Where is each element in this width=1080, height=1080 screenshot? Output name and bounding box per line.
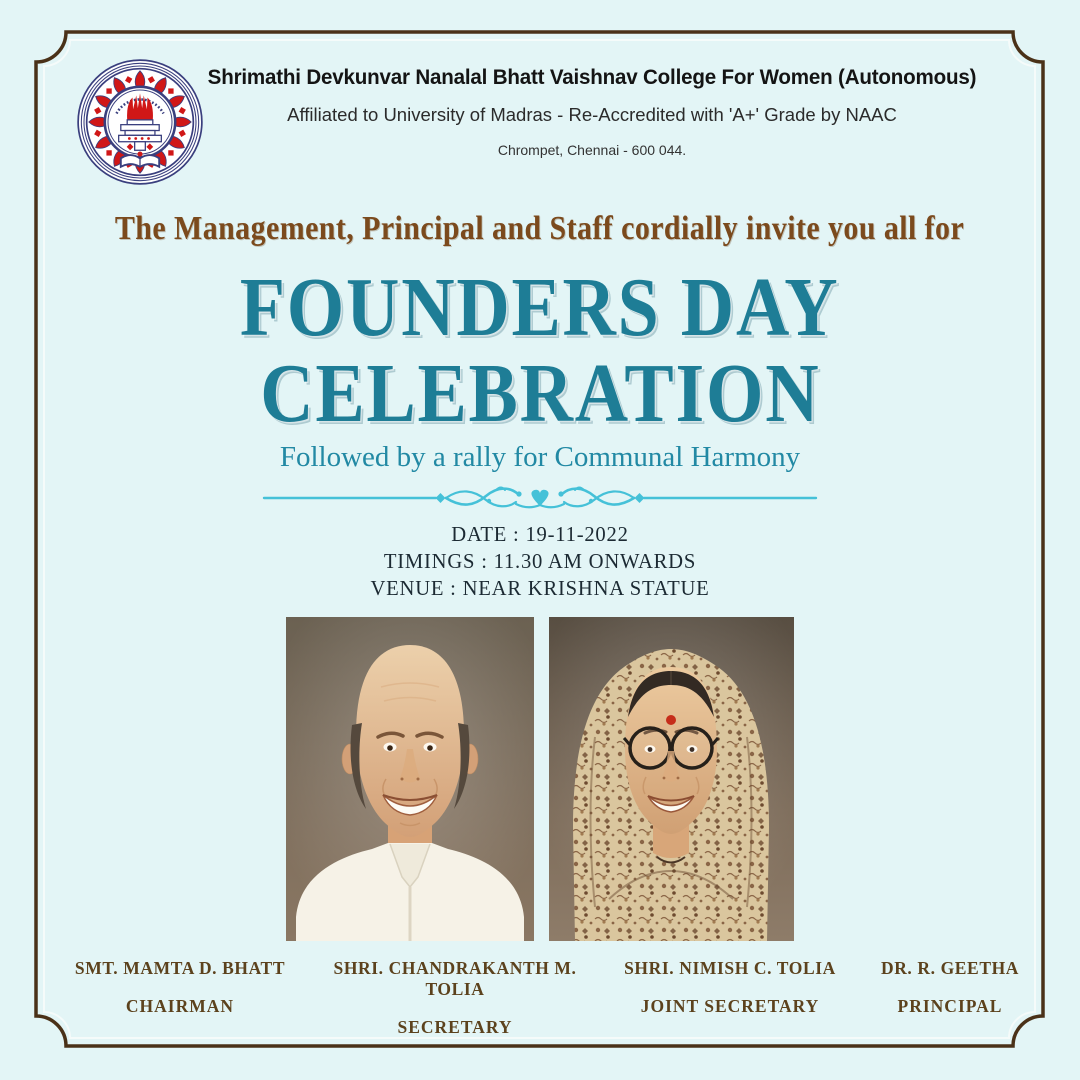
signatories-row [30,958,1050,1038]
event-date: DATE : 19-11-2022 [451,522,629,546]
signatory-joint-secretary [595,958,865,1017]
event-details [0,521,1080,602]
college-name: Shrimathi Devkunvar Nanalal Bhatt Vaishnav College For Women (Autonomous) [207,66,977,89]
signatory-title: PRINCIPAL [897,996,1003,1016]
affiliation-line: Affiliated to University of Madras - Re-Accredited with 'A+' Grade by NAAC [287,104,897,125]
event-title-line1: FOUNDERS DAY [240,261,840,354]
female-founder-portrait [549,617,794,941]
signatory-name: SMT. MAMTA D. BHATT [74,958,286,978]
event-subtitle: Followed by a rally for Communal Harmony [279,441,801,473]
event-title-line2: CELEBRATION [259,347,821,440]
flourish-divider-icon [260,480,820,516]
male-founder-portrait [286,617,534,941]
address-line: Chrompet, Chennai - 600 044. [497,142,687,158]
signatory-name: SHRI. CHANDRAKANTH M. TOLIA [333,958,577,999]
invitation-line: The Management, Principal and Staff cordially invite you all for [115,210,965,247]
founder-photos [0,617,1080,941]
signatory-name: SHRI. NIMISH C. TOLIA [624,958,836,978]
header [170,66,1014,158]
signatory-chairman [45,958,315,1017]
event-timings: TIMINGS : 11.30 AM ONWARDS [383,549,697,573]
signatory-secretary [315,958,595,1038]
signatory-title: SECRETARY [397,1017,513,1037]
signatory-principal [865,958,1035,1017]
event-venue: VENUE : NEAR KRISHNA STATUE [370,576,710,600]
signatory-name: DR. R. GEETHA [880,958,1020,978]
signatory-title: CHAIRMAN [125,996,235,1016]
signatory-title: JOINT SECRETARY [640,996,820,1016]
